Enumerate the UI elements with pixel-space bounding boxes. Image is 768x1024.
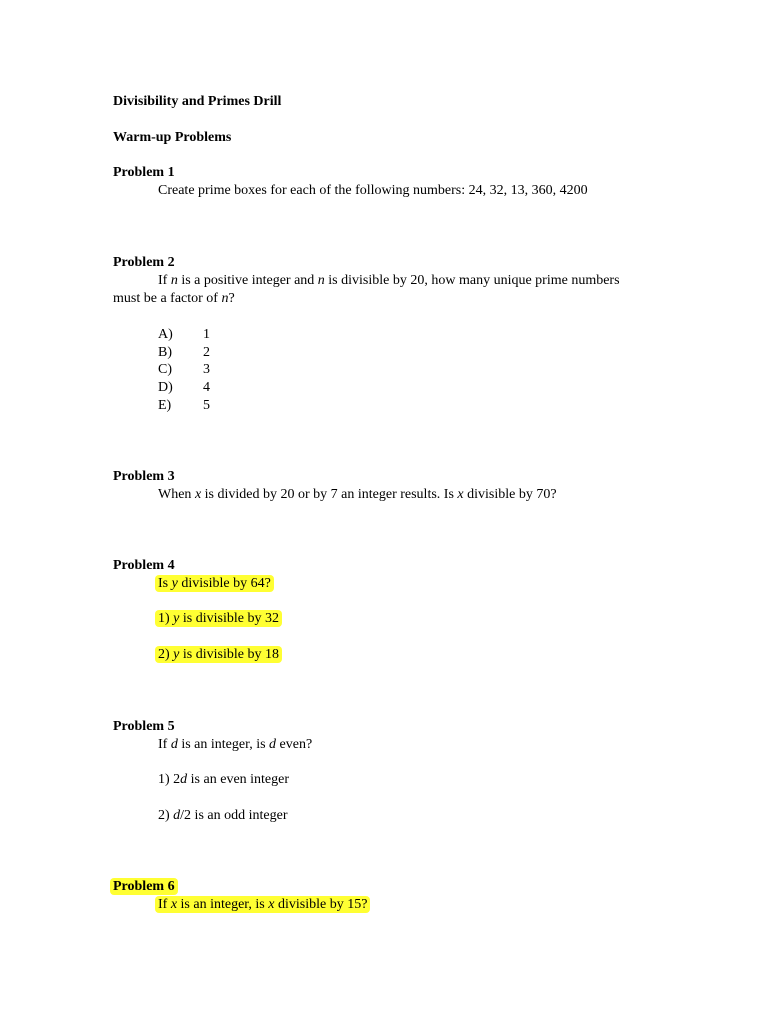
option-letter: E) xyxy=(158,398,172,413)
problem-5-question: If d is an integer, is d even? xyxy=(158,737,313,752)
option-a xyxy=(0,326,768,344)
problem-6-heading xyxy=(113,878,178,896)
highlight: 1) y is divisible by 32 xyxy=(155,610,282,627)
highlight: 2) y is divisible by 18 xyxy=(155,646,282,663)
problem-1-text: Create prime boxes for each of the following numbers: 24, 32, 13, 360, 4200 xyxy=(158,183,588,198)
highlight: Is y divisible by 64? xyxy=(155,575,274,592)
option-value: 5 xyxy=(203,398,210,413)
problem-2-heading: Problem 2 xyxy=(113,255,175,270)
problem-3-heading: Problem 3 xyxy=(113,469,175,484)
problem-4-statement-2 xyxy=(158,646,282,664)
problem-4-heading: Problem 4 xyxy=(113,558,175,573)
problem-3-text: When x is divided by 20 or by 7 an integer results. Is x divisible by 70? xyxy=(158,487,557,502)
option-c xyxy=(0,361,768,379)
option-b xyxy=(0,344,768,362)
problem-6-question xyxy=(158,896,370,914)
problem-4-question xyxy=(158,575,274,593)
option-value: 3 xyxy=(203,362,210,377)
document-title: Divisibility and Primes Drill xyxy=(113,94,282,109)
option-e xyxy=(0,397,768,415)
option-letter: A) xyxy=(158,327,173,342)
problem-2-question-line2: must be a factor of n? xyxy=(113,291,235,306)
option-letter: B) xyxy=(158,345,172,360)
option-value: 2 xyxy=(203,345,210,360)
problem-2-question-line1: If n is a positive integer and n is divisible by 20, how many unique prime numbers xyxy=(158,273,620,288)
option-value: 4 xyxy=(203,380,210,395)
problem-1-heading: Problem 1 xyxy=(113,165,175,180)
highlight: Problem 6 xyxy=(110,878,178,895)
highlight: If x is an integer, is x divisible by 15? xyxy=(155,896,370,913)
problem-4-statement-1 xyxy=(158,610,282,628)
option-letter: C) xyxy=(158,362,172,377)
section-heading: Warm-up Problems xyxy=(113,130,232,145)
problem-5-heading: Problem 5 xyxy=(113,719,175,734)
option-value: 1 xyxy=(203,327,210,342)
option-d xyxy=(0,379,768,397)
option-letter: D) xyxy=(158,380,173,395)
problem-5-statement-2: 2) d/2 is an odd integer xyxy=(158,808,288,823)
problem-5-statement-1: 1) 2d is an even integer xyxy=(158,772,290,787)
